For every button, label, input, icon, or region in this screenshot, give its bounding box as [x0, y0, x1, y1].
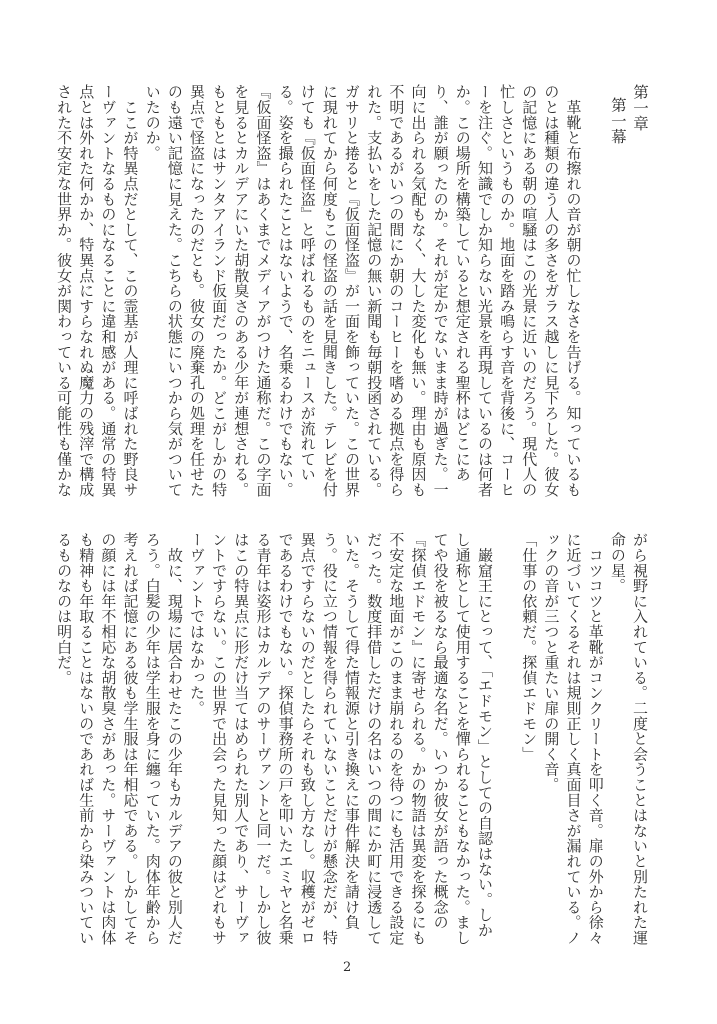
- text-column: 『探偵エドモン』に寄せられる。かの物語は異変を探るにも: [409, 532, 428, 946]
- text-column: コツコツと革靴がコンクリートを叩く音。扉の外から徐々: [586, 532, 605, 946]
- text-column: か。この場所を構築していると想定される聖杯はどこにあ: [453, 84, 472, 482]
- text-column: された不安定な世界か。彼女が関わっている可能性も僅かな: [55, 84, 74, 498]
- text-column: 異点で怪盗になったのだとも。彼女の廃棄孔の処理を任せた: [188, 84, 206, 498]
- text-column: 考えれば記憶にある彼も学生服は年相応である。しかしてそ: [121, 532, 140, 946]
- text-column: がら視野に入れている。二度と会うことはないと別たれた運: [631, 532, 649, 946]
- text-column: いたのか。: [143, 84, 162, 161]
- page-number: 2: [343, 960, 352, 975]
- text-column: ここが特異点だとして、この霊基が人理に呼ばれた野良サ: [121, 84, 140, 498]
- text-column: も精神も年取ることはないのであれば生前から染みついてい: [77, 532, 96, 946]
- text-column: に近づいてくるそれは規則正しく真面目さが漏れている。ノ: [564, 532, 583, 946]
- text-column: に現れてから何度もこの怪盗の話を見聞きした。テレビを付: [320, 84, 339, 498]
- text-column: けても『仮面怪盗』と呼ばれるものをニュースが流れてい: [298, 84, 317, 482]
- text-column: ガサリと捲ると『仮面怪盗』が一面を飾っていた。この世界: [343, 84, 362, 498]
- text-column: る青年は姿形はカルデアのサーヴァントと同一だ。しかし彼: [254, 532, 273, 946]
- text-column: であるわけでもない。探偵事務所の戸を叩いたエミヤと名乗: [276, 532, 295, 946]
- text-column: ーヴァントなるものになることに違和感がある。通常の特異: [99, 84, 118, 498]
- chapter-heading: 第一章: [631, 84, 649, 132]
- text-column: 革靴と布擦れの音が朝の忙しなさを告げる。知っているも: [564, 84, 583, 498]
- text-column: 不安定な地面がこのまま崩れるのを待つにも活用できる設定: [387, 532, 406, 946]
- text-column: の記憶にある朝の喧騒はこの光景に近いのだろう。現代人の: [520, 84, 539, 498]
- text-column: のも遠い記憶に見えた。こちらの状態にいつから気がついて: [165, 84, 184, 498]
- text-column: 『仮面怪盗』はあくまでメディアがつけた通称だ。この字面: [254, 84, 273, 498]
- text-column: る。姿を撮られたことはないようで、名乗るわけでもない。: [276, 84, 295, 498]
- text-column: ントですらない。この世界で出会った見知った顔はどれもサ: [210, 532, 229, 946]
- text-column: ーを注ぐ。知識でしか知らない光景を再現しているのは何者: [475, 84, 494, 498]
- text-column: 「仕事の依頼だ。探偵エドモン」: [520, 532, 539, 762]
- text-column: てや役を被るなら最適な名だ。いつか彼女が語った概念の: [431, 532, 450, 930]
- text-column: り、誰が願ったのか。それが定かでないまま時が過ぎた。一: [431, 84, 450, 498]
- text-column: れた。支払いをした記憶の無い新聞も毎朝投函されている。: [365, 84, 384, 498]
- text-column: 故に、現場に居合わせたこの少年もカルデアの彼と別人だ: [165, 532, 184, 946]
- text-column: 命の星。: [608, 532, 627, 594]
- text-column: ろう。白髪の少年は学生服を身に纏っていた。肉体年齢から: [143, 532, 162, 946]
- text-column: 巌窟王にとって、「エドモン」としての自認はない。しか: [475, 532, 494, 938]
- text-column: もともとはサンタアイランド仮面だったか。どこがしかの特: [210, 84, 229, 498]
- text-column: だった。数度拝借しただけの名はいつの間にか町に浸透して: [365, 532, 384, 946]
- text-column: 不明であるがいつの間にか朝のコーヒーを嗜める拠点を得ら: [387, 84, 406, 498]
- act-heading: 第一幕: [608, 97, 627, 145]
- text-column: いた。そうして得た情報源と引き換えに事件解決を請け負: [343, 532, 362, 930]
- text-column: う。役に立つ情報を得られていないことだけが懸念だが、特: [320, 532, 339, 946]
- text-column: 点とは外れた何かか、特異点にすらなれぬ魔力の残滓で構成: [77, 84, 96, 498]
- text-column: の顔には年不相応な胡散臭さがあった。サーヴァントは肉体: [99, 532, 118, 946]
- text-column: 異点ですらないのだとしたらそれも致し方なし。収穫がゼロ: [298, 532, 317, 946]
- text-column: 忙しさというものか。地面を踏み鳴らす音を背後に、コーヒ: [498, 84, 517, 498]
- text-column: るものなのは明白だ。: [55, 532, 74, 685]
- text-column: し通称として使用することを憚られることもなかった。まし: [453, 532, 472, 946]
- text-column: ックの音が三つと重たい扉の開く音。: [542, 532, 561, 793]
- text-column: 向に出られる気配もなく、大した変化も無い。理由も原因も: [409, 84, 428, 498]
- text-column: のとは種類の違う人の多さをガラス越しに見下ろした。彼女: [542, 84, 561, 498]
- text-column: はこの特異点に形だけ当てはめられた別人であり、サーヴァ: [232, 532, 251, 946]
- text-column: ーヴァントではなかった。: [188, 532, 206, 716]
- text-column: を見るとカルデアにいた胡散臭さのある少年が連想される。: [232, 84, 251, 498]
